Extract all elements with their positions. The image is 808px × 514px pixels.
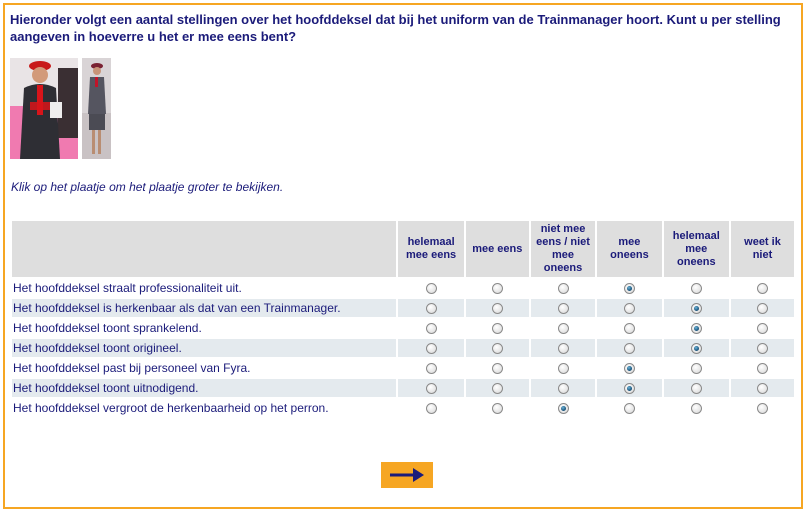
radio-cell	[398, 299, 463, 317]
male-uniform-photo[interactable]	[10, 58, 78, 159]
statement-row	[12, 319, 794, 337]
radio-cell	[398, 399, 463, 417]
col-helemaal-mee-oneens: helemaal mee oneens	[664, 221, 729, 277]
answer-radio[interactable]	[691, 383, 702, 394]
answer-radio[interactable]	[426, 363, 437, 374]
answer-radio[interactable]	[624, 363, 635, 374]
radio-cell	[531, 339, 595, 357]
answer-radio[interactable]	[757, 323, 768, 334]
radio-cell	[597, 299, 661, 317]
answer-radio[interactable]	[558, 343, 569, 354]
answer-radio[interactable]	[558, 323, 569, 334]
radio-cell	[531, 399, 595, 417]
answer-radio[interactable]	[492, 383, 503, 394]
answer-radio[interactable]	[691, 343, 702, 354]
radio-cell	[398, 359, 463, 377]
radio-cell	[664, 279, 729, 297]
radio-cell	[731, 359, 794, 377]
radio-cell	[664, 359, 729, 377]
radio-cell	[531, 359, 595, 377]
radio-cell	[731, 319, 794, 337]
answer-radio[interactable]	[492, 343, 503, 354]
answer-radio[interactable]	[624, 343, 635, 354]
answer-radio[interactable]	[757, 403, 768, 414]
radio-cell	[597, 379, 661, 397]
answer-radio[interactable]	[757, 363, 768, 374]
radio-cell	[531, 319, 595, 337]
radio-cell	[597, 399, 661, 417]
answer-radio[interactable]	[691, 363, 702, 374]
radio-cell	[664, 399, 729, 417]
answer-radio[interactable]	[691, 403, 702, 414]
radio-cell	[466, 379, 529, 397]
answer-radio[interactable]	[558, 283, 569, 294]
radio-cell	[664, 299, 729, 317]
radio-cell	[664, 319, 729, 337]
answer-radio[interactable]	[492, 323, 503, 334]
answer-radio[interactable]	[426, 403, 437, 414]
radio-cell	[597, 339, 661, 357]
radio-cell	[597, 319, 661, 337]
statement-row	[12, 299, 794, 317]
answer-radio[interactable]	[492, 303, 503, 314]
answer-radio[interactable]	[426, 343, 437, 354]
answer-radio[interactable]	[757, 383, 768, 394]
answer-radio[interactable]	[624, 283, 635, 294]
statement-label: Het hoofddeksel past bij personeel van Fyra.	[13, 361, 251, 375]
question-text: Hieronder volgt een aantal stellingen over het hoofddeksel dat bij het uniform van de Trainmanager hoort. Kunt u per stelling aangeven in hoeverre u het er mee eens bent?	[10, 12, 781, 44]
answer-radio[interactable]	[691, 323, 702, 334]
radio-cell	[531, 299, 595, 317]
enlarge-hint: Klik op het plaatje om het plaatje groter te bekijken.	[11, 180, 284, 194]
radio-cell	[466, 399, 529, 417]
radio-cell	[664, 379, 729, 397]
answer-radio[interactable]	[624, 403, 635, 414]
answer-radio[interactable]	[624, 383, 635, 394]
radio-cell	[466, 339, 529, 357]
statement-label: Het hoofddeksel is herkenbaar als dat van een Trainmanager.	[12, 299, 396, 317]
female-uniform-photo[interactable]	[82, 58, 111, 159]
next-button[interactable]	[381, 462, 433, 488]
col-helemaal-mee-eens: helemaal mee eens	[398, 221, 463, 277]
answer-radio[interactable]	[757, 303, 768, 314]
radio-cell	[731, 299, 794, 317]
answer-radio[interactable]	[492, 283, 503, 294]
col-mee-eens: mee eens	[466, 221, 529, 277]
statement-label: Het hoofddeksel toont uitnodigend.	[12, 379, 396, 397]
answer-radio[interactable]	[558, 303, 569, 314]
answer-radio[interactable]	[558, 363, 569, 374]
statement-label: Het hoofddeksel toont origineel.	[12, 339, 396, 357]
answer-radio[interactable]	[624, 323, 635, 334]
radio-cell	[731, 339, 794, 357]
col-weet-ik-niet: weet ik niet	[731, 221, 794, 277]
answer-radio[interactable]	[492, 363, 503, 374]
answer-radio[interactable]	[426, 283, 437, 294]
answer-radio[interactable]	[492, 403, 503, 414]
radio-cell	[531, 279, 595, 297]
radio-cell	[398, 319, 463, 337]
radio-cell	[398, 379, 463, 397]
radio-cell	[731, 399, 794, 417]
answer-radio[interactable]	[757, 283, 768, 294]
radio-cell	[466, 359, 529, 377]
answer-radio[interactable]	[691, 303, 702, 314]
col-neutraal: niet mee eens / niet mee oneens	[531, 221, 595, 277]
answer-radio[interactable]	[757, 343, 768, 354]
answer-radio[interactable]	[426, 303, 437, 314]
statement-row	[12, 399, 794, 417]
radio-cell	[466, 319, 529, 337]
statement-row	[12, 339, 794, 357]
col-mee-oneens: mee oneens	[597, 221, 661, 277]
radio-cell	[664, 339, 729, 357]
radio-cell	[597, 359, 661, 377]
right-arrow-icon	[387, 466, 427, 484]
answer-radio[interactable]	[558, 403, 569, 414]
radio-cell	[731, 279, 794, 297]
statement-row	[12, 279, 794, 297]
answer-radio[interactable]	[426, 383, 437, 394]
statement-label: Het hoofddeksel straalt professionaliteit uit.	[13, 281, 242, 295]
statement-label: Het hoofddeksel toont sprankelend.	[13, 321, 202, 335]
radio-cell	[466, 299, 529, 317]
statement-row	[12, 359, 794, 377]
statement-label: Het hoofddeksel vergroot de herkenbaarheid op het perron.	[13, 401, 329, 415]
statement-row	[12, 379, 794, 397]
answer-radio[interactable]	[426, 323, 437, 334]
answer-radio[interactable]	[691, 283, 702, 294]
radio-cell	[398, 339, 463, 357]
statement-column-header	[12, 221, 396, 277]
likert-table	[10, 219, 796, 419]
radio-cell	[398, 279, 463, 297]
header-row	[12, 221, 794, 277]
radio-cell	[531, 379, 595, 397]
radio-cell	[597, 279, 661, 297]
answer-radio[interactable]	[624, 303, 635, 314]
radio-cell	[731, 379, 794, 397]
radio-cell	[466, 279, 529, 297]
answer-radio[interactable]	[558, 383, 569, 394]
